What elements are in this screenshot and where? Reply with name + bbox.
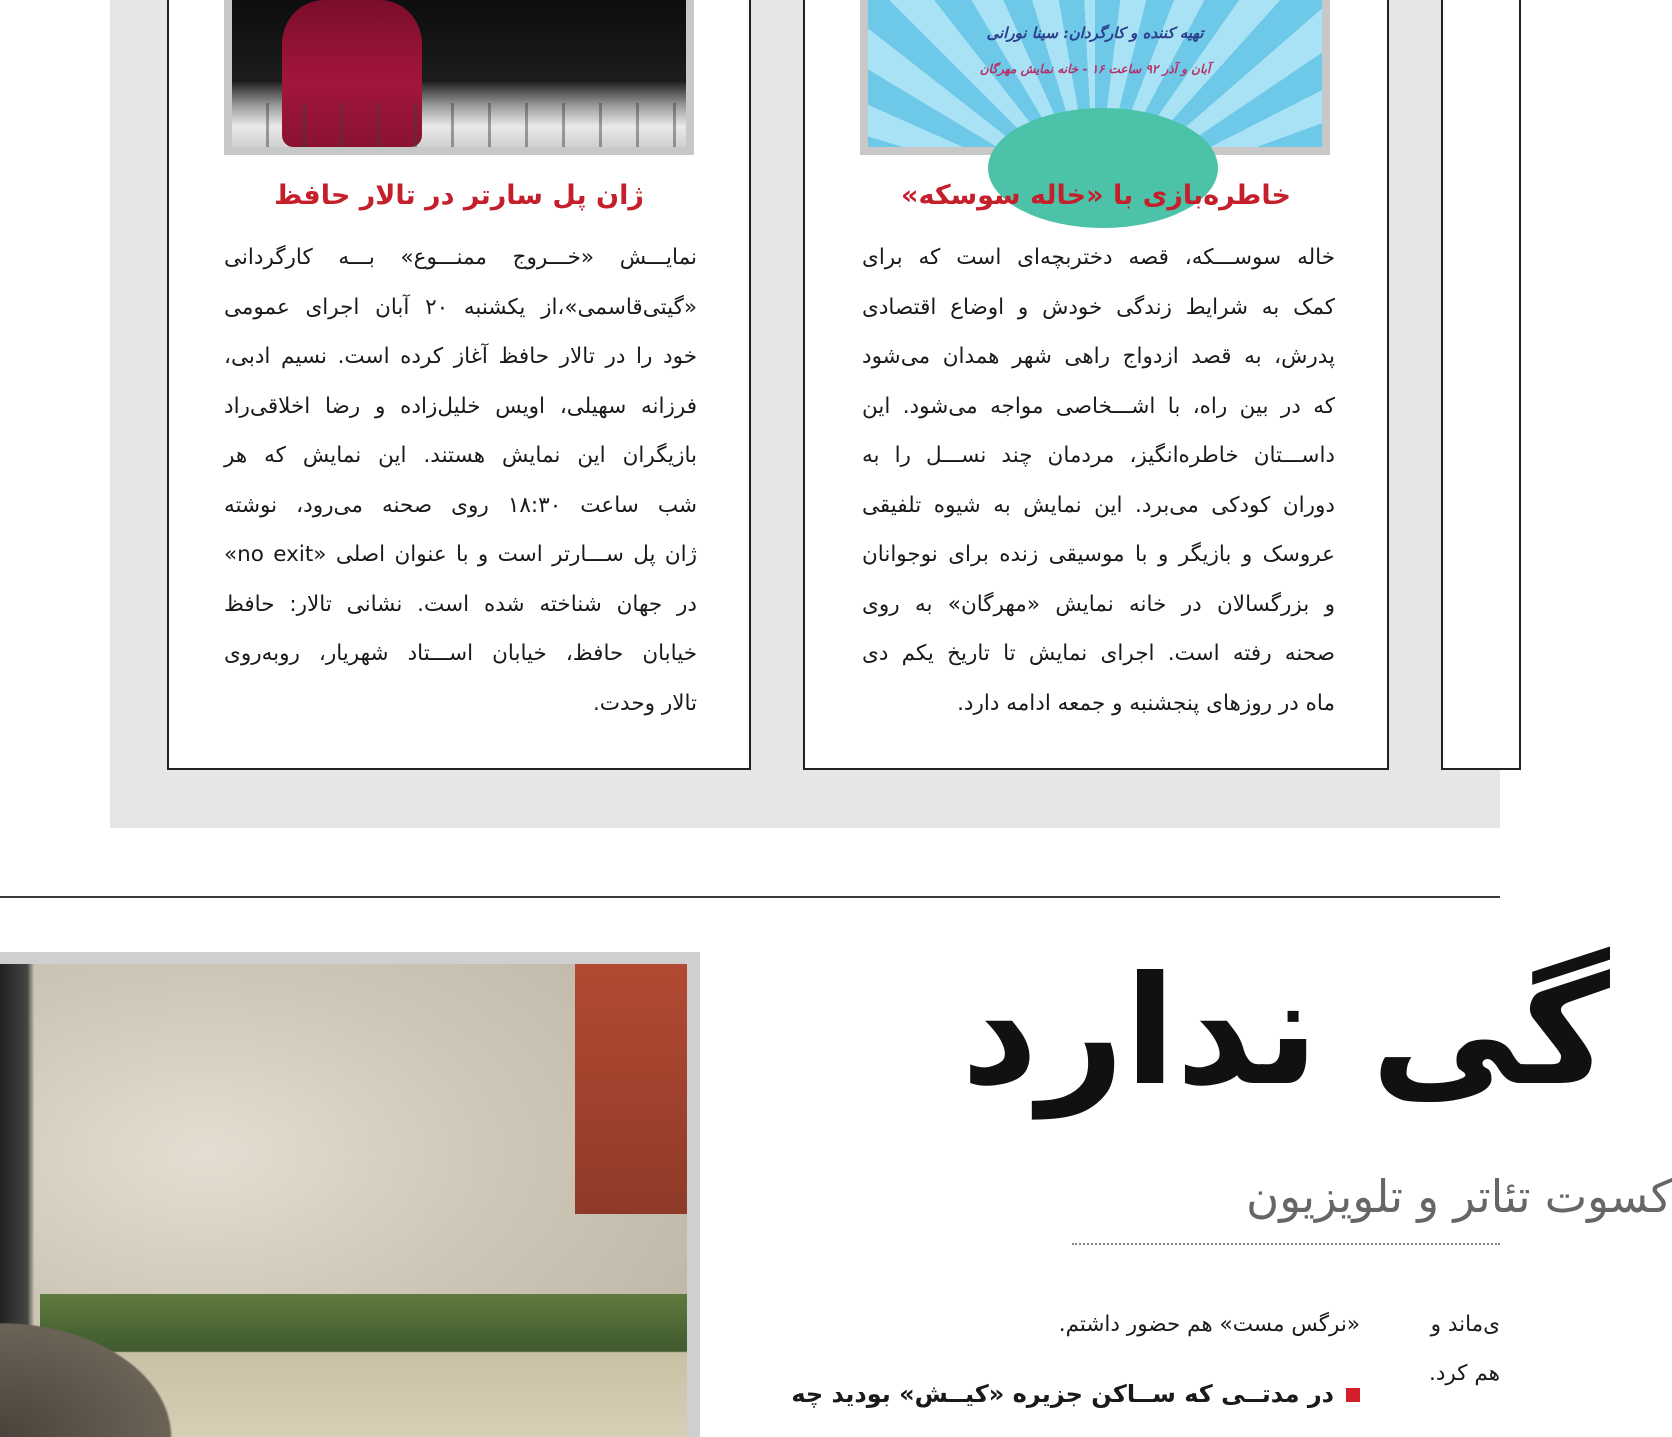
bullet-square-icon — [1346, 1388, 1360, 1402]
text-line: هم کرد. — [1429, 1361, 1500, 1386]
text-line: پدرش، به قصد ازدواج راهی شهر همدان می‌شود — [862, 344, 1335, 369]
stage-image — [232, 0, 686, 147]
article-column-text — [1405, 1300, 1500, 1398]
section-divider — [0, 896, 1500, 898]
text-line: فرزانه سهیلی، اویس خلیل‌زاده و رضا اخلاقی‌راد — [224, 393, 697, 419]
text-line: و بزرگسالان در خانه نمایش «مهرگان» به روی — [862, 591, 1335, 617]
poster-date: آبان و آذر ۹۲ ساعت ۱۶ - خانه نمایش مهرگان — [979, 62, 1211, 76]
news-card-partial — [1441, 0, 1521, 770]
news-card-sartre — [167, 0, 751, 770]
text-line: خیابان حافظ، خیابان اســـتاد شهریار، روبه‌روی — [224, 641, 697, 666]
text-line: در جهان شناخته شده است. نشانی تالار: حافظ — [224, 591, 697, 617]
text-line: «گیتی‌قاسمی»،از یکشنبه ۲۰ آبان اجرای عمومی — [224, 294, 697, 320]
text-line: تالار وحدت. — [592, 690, 697, 716]
text-line: شب ساعت ۱۸:۳۰ روی صحنه می‌رود، نوشته — [224, 492, 697, 518]
text-line: بازیگران این نمایش هستند. این نمایش که هر — [224, 443, 697, 468]
text-line: کمک به شرایط زندگی خودش و اوضاع اقتصادی — [862, 294, 1335, 320]
text-line: دوران کودکی می‌برد. این نمایش به شیوه تلفیقی — [862, 492, 1335, 518]
article-subhead: کسوت تئاتر و تلویزیون — [1246, 1170, 1672, 1223]
subhead-underline — [1072, 1243, 1500, 1245]
card-title: خاطره‌بازی با «خاله سوسکه» — [901, 180, 1291, 211]
stage-photo — [224, 0, 694, 155]
poster-photo — [860, 0, 1330, 155]
article-column-text — [1010, 1300, 1360, 1349]
text-line: ی‌ماند و — [1430, 1312, 1500, 1337]
poster-credit: تهیه کننده و کارگردان: سینا نورانی — [986, 24, 1204, 42]
text-line: ماه در روزهای پنجشنبه و جمعه ادامه دارد. — [957, 690, 1335, 716]
text-line: نمایـــش «خـــروج ممنـــوع» بـــه کارگردانی — [224, 245, 697, 270]
text-line: که در بین راه، با اشـــخاصی مواجه می‌شود. این — [862, 393, 1335, 419]
news-card-khale-sooske — [803, 0, 1389, 770]
text-line: عروسک و بازیگر و با موسیقی زنده برای نوجوانان — [862, 542, 1335, 567]
question-text: در مدتــی که ســاکن جزیره «کیــش» بودید چه — [791, 1380, 1334, 1408]
text-line: داســـتان خاطره‌انگیز، مردمان چند نســـل را به — [862, 443, 1335, 468]
poster-image — [868, 0, 1322, 147]
card-body — [224, 233, 697, 728]
text-line: «نرگس مست» هم حضور داشتم. — [1058, 1312, 1360, 1337]
text-line: خود را در تالار حافظ آغاز کرده است. نسیم ادبی، — [224, 344, 697, 369]
text-line: صحنه رفته است. اجرای نمایش تا تاریخ یکم دی — [862, 641, 1335, 666]
card-body — [862, 233, 1335, 728]
text-line: ژان پل ســـارتر است و با عنوان اصلی «no exit» — [224, 542, 698, 567]
interview-question — [760, 1380, 1360, 1408]
text-line: خاله سوســـکه، قصه دختربچه‌ای است که برای — [862, 245, 1335, 270]
interview-photo — [0, 952, 700, 1437]
card-title: ژان پل سارتر در تالار حافظ — [274, 180, 644, 211]
article-headline: گی ندارد — [961, 945, 1610, 1119]
interview-image — [0, 964, 687, 1437]
